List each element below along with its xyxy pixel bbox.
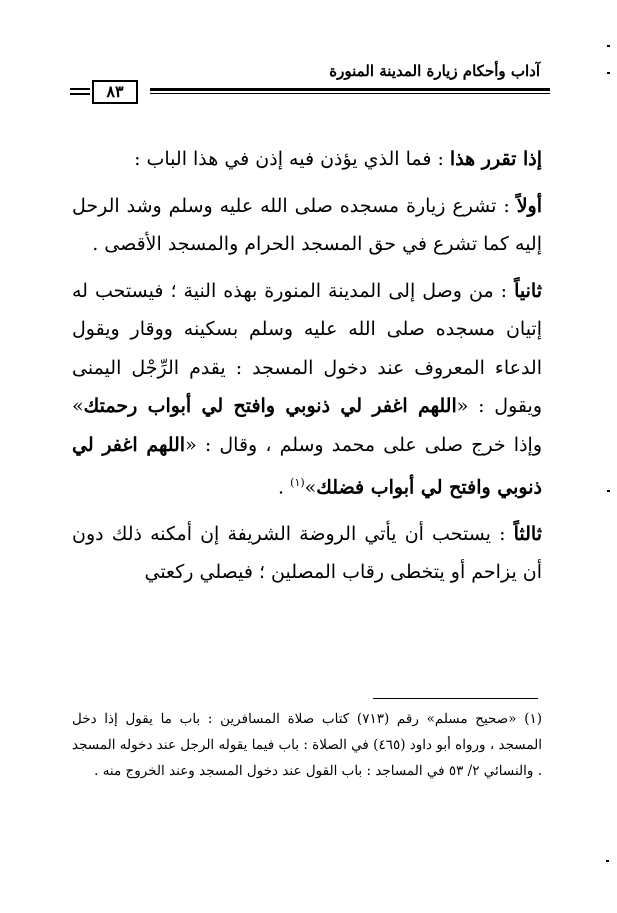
margin-mark: [607, 72, 610, 74]
margin-mark: [607, 490, 610, 492]
dua-leaving: اللهم اغفر لي ذنوبي وافتح لي أبواب فضلك: [72, 433, 542, 499]
main-text: [72, 140, 542, 600]
paragraph-intro: [72, 140, 542, 179]
dua-entering: اللهم اغفر لي ذنوبي وافتح لي أبواب رحمتك: [83, 395, 457, 417]
paragraph-text: »: [304, 476, 317, 499]
paragraph-second: [72, 272, 542, 507]
margin-mark: [606, 860, 609, 862]
paragraph-text: : من وصل إلى المدينة المنورة بهذه النية ؛ فيستحب له إتيان مسجده صلى الله عليه وسلم بسكينه ووقار ويقول الدعاء المعروف عند دخول المسجد : يقدم الرِّجْل اليمنى ويقول : «: [72, 279, 542, 417]
paragraph-text: » وإذا خرج صلى على محمد وسلم ، وقال : «: [72, 395, 542, 456]
paragraph-text: : يستحب أن يأتي الروضة الشريفة إن أمكنه ذلك دون أن يزاحم أو يتخطى رقاب المصلين ؛ فيصلي ركعتي: [72, 522, 542, 584]
page-header: [70, 58, 550, 118]
footnote-separator: [373, 698, 538, 699]
page-number-ornament: [70, 88, 90, 98]
paragraph-text: : فما الذي يؤذن فيه إذن في هذا الباب :: [134, 148, 450, 170]
paragraph-text: : تشرع زيارة مسجده صلى الله عليه وسلم وشد الرحل إليه كما تشرع في حق المسجد الحرام والمسجد الأقصى .: [72, 194, 542, 255]
margin-mark: [607, 45, 610, 47]
header-rule-thin: [150, 93, 550, 94]
paragraph-third: [72, 515, 542, 592]
paragraph-lead: ثالثاً: [513, 522, 542, 545]
page-number: ٨٣: [92, 80, 138, 104]
paragraph-lead: أولاً: [516, 194, 542, 217]
header-rule-thick: [150, 88, 550, 91]
footnote: (١) «صحيح مسلم» رقم (٧١٣) كتاب صلاة المسافرين : باب ما يقول إذا دخل المسجد ، ورواه أبو داود (٤٦٥) في الصلاة : باب فيما يقوله الرجل عند دخوله المسجد . والنسائي ٢/ ٥٣ في المساجد : باب القول عند دخول المسجد وعند الخروج منه .: [72, 711, 543, 779]
paragraph-first: [72, 187, 542, 264]
paragraph-lead: ثانياً: [514, 279, 542, 302]
running-title: آداب وأحكام زيارة المدينة المنورة: [329, 62, 540, 80]
footnote-reference[interactable]: (١): [290, 476, 305, 489]
paragraph-text: .: [278, 476, 291, 499]
paragraph-lead: إذا تقرر هذا: [449, 148, 542, 170]
